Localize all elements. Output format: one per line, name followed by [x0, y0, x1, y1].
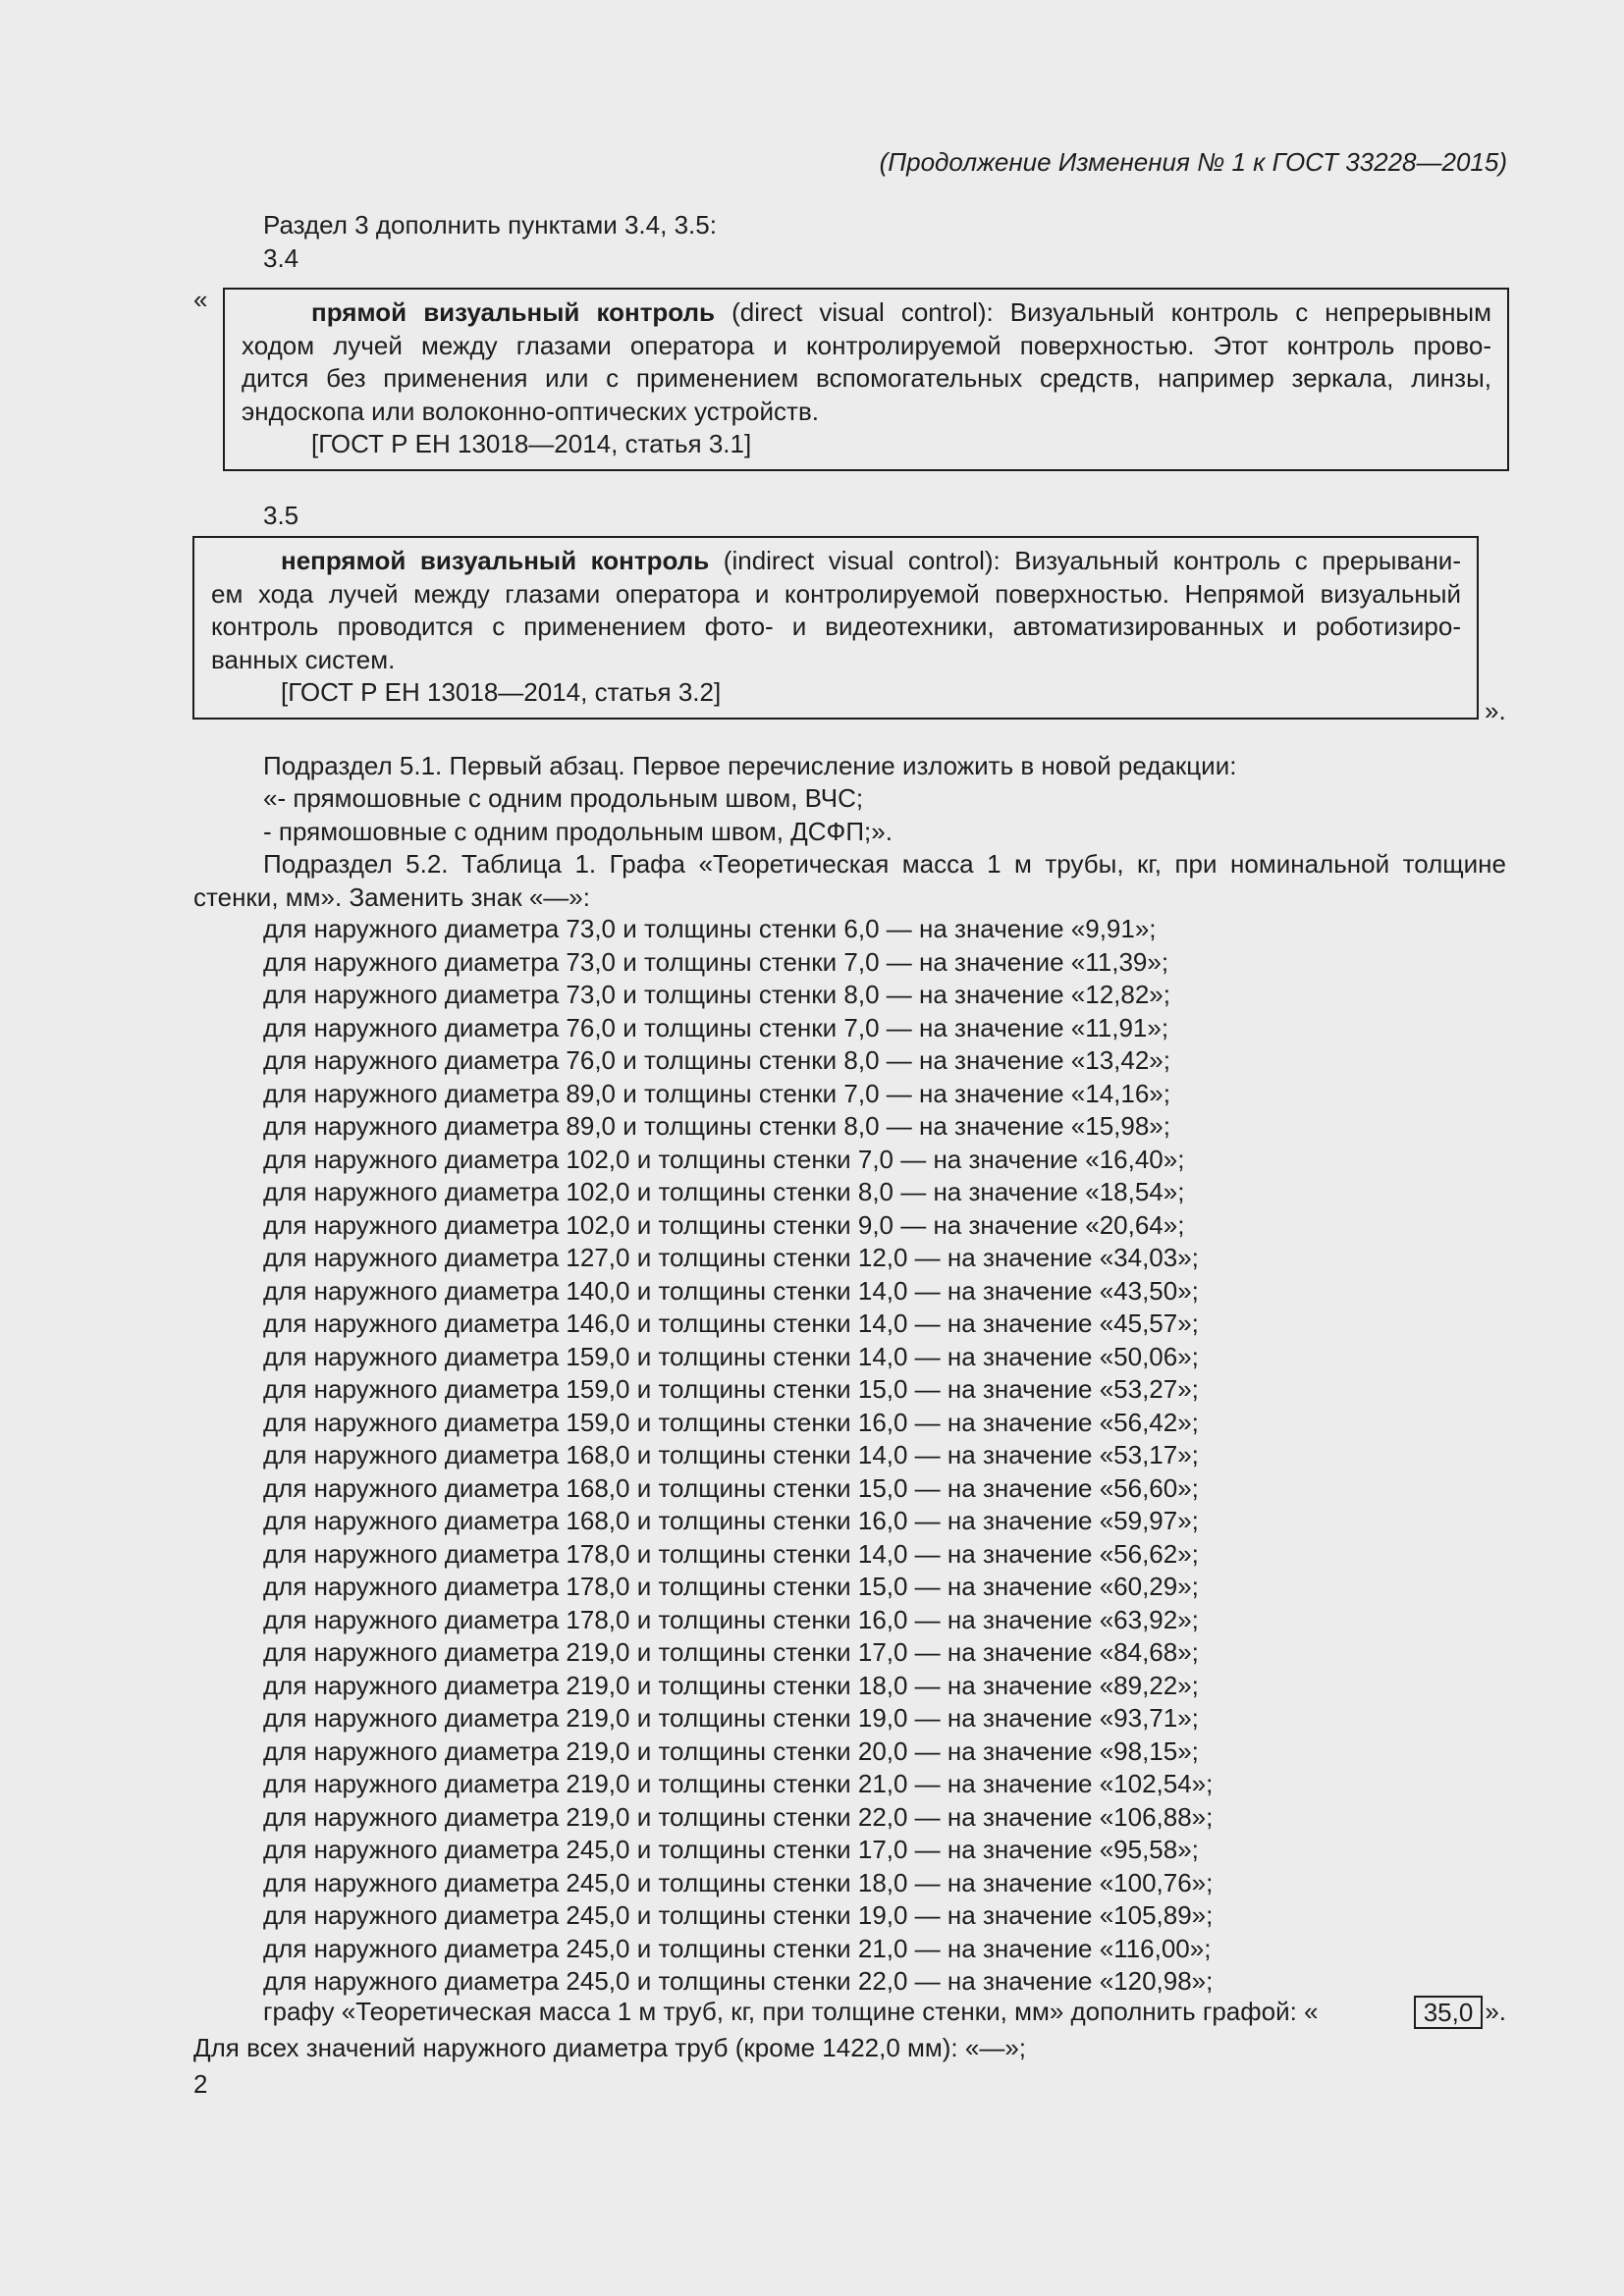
- page-header: (Продолжение Изменения № 1 к ГОСТ 33228—2015): [879, 147, 1507, 177]
- def2-source: [ГОСТ Р ЕН 13018—2014, статья 3.2]: [281, 677, 722, 707]
- list-item: для наружного диаметра 219,0 и толщины стенки 20,0 — на значение «98,15»;: [263, 1735, 1199, 1766]
- list-item: для наружного диаметра 219,0 и толщины стенки 17,0 — на значение «84,68»;: [263, 1637, 1199, 1667]
- def2-line4: ванных систем.: [211, 644, 396, 674]
- def1-source: [ГОСТ Р ЕН 13018—2014, статья 3.1]: [311, 429, 752, 458]
- def2-line1-rest: (indirect visual control): Визуальный контроль с прерывани-: [709, 546, 1461, 575]
- final-line-end: ».: [1485, 1997, 1506, 2027]
- list-item: для наружного диаметра 219,0 и толщины стенки 19,0 — на значение «93,71»;: [263, 1703, 1199, 1733]
- list-item: для наружного диаметра 159,0 и толщины стенки 16,0 — на значение «56,42»;: [263, 1407, 1199, 1437]
- list-item: для наружного диаметра 245,0 и толщины стенки 18,0 — на значение «100,76»;: [263, 1867, 1214, 1897]
- section52-paragraph: [193, 848, 1506, 914]
- item-number-3-4: 3.4: [263, 243, 299, 273]
- def1-line4: эндоскопа или волоконно-оптических устройств.: [242, 396, 819, 426]
- list-item: для наружного диаметра 73,0 и толщины стенки 7,0 — на значение «11,39»;: [263, 946, 1169, 977]
- list-item: для наружного диаметра 168,0 и толщины стенки 16,0 — на значение «59,97»;: [263, 1506, 1199, 1535]
- list-item: для наружного диаметра 245,0 и толщины стенки 22,0 — на значение «120,98»;: [263, 1966, 1214, 1996]
- list-item: для наружного диаметра 178,0 и толщины стенки 16,0 — на значение «63,92»;: [263, 1604, 1199, 1634]
- definition-box-3-4: [223, 288, 1509, 471]
- list-item: для наружного диаметра 219,0 и толщины стенки 21,0 — на значение «102,54»;: [263, 1769, 1214, 1798]
- list-item: для наружного диаметра 219,0 и толщины стенки 18,0 — на значение «89,22»;: [263, 1670, 1199, 1700]
- final-line-text: графу «Теоретическая масса 1 м труб, кг, при толщине стенки, мм» дополнить графой: «: [263, 1997, 1319, 2027]
- definition-box-3-5: [192, 536, 1479, 720]
- list-item: для наружного диаметра 245,0 и толщины стенки 19,0 — на значение «105,89»;: [263, 1900, 1214, 1930]
- def1-line3: дится без применения или с применением вспомогательных средств, например зеркала, линзы,: [242, 363, 1491, 393]
- list-item: для наружного диаметра 146,0 и толщины стенки 14,0 — на значение «45,57»;: [263, 1308, 1199, 1338]
- list-item: для наружного диаметра 73,0 и толщины стенки 8,0 — на значение «12,82»;: [263, 980, 1170, 1009]
- list-item: для наружного диаметра 245,0 и толщины стенки 21,0 — на значение «116,00»;: [263, 1933, 1212, 1963]
- def1-line1-rest: (direct visual control): Визуальный контроль с непрерывным: [715, 297, 1491, 327]
- list-item: для наружного диаметра 168,0 и толщины стенки 15,0 — на значение «56,60»;: [263, 1472, 1199, 1503]
- section52-line2: стенки, мм». Заменить знак «—»:: [193, 881, 590, 912]
- item-number-3-5: 3.5: [263, 501, 299, 530]
- list-item: для наружного диаметра 219,0 и толщины стенки 22,0 — на значение «106,88»;: [263, 1801, 1214, 1832]
- def1-term: прямой визуальный контроль: [311, 297, 716, 327]
- list-item: для наружного диаметра 102,0 и толщины стенки 8,0 — на значение «18,54»;: [263, 1177, 1185, 1206]
- list-item: для наружного диаметра 127,0 и толщины стенки 12,0 — на значение «34,03»;: [263, 1243, 1199, 1272]
- list-item: для наружного диаметра 178,0 и толщины стенки 14,0 — на значение «56,62»;: [263, 1538, 1199, 1569]
- section51-line3: - прямошовные с одним продольным швом, ДСФП;».: [263, 817, 893, 846]
- list-item: для наружного диаметра 159,0 и толщины стенки 14,0 — на значение «50,06»;: [263, 1341, 1199, 1371]
- list-item: для наружного диаметра 73,0 и толщины стенки 6,0 — на значение «9,91»;: [263, 914, 1157, 943]
- def1-line1: [242, 296, 1491, 330]
- list-item: для наружного диаметра 140,0 и толщины стенки 14,0 — на значение «43,50»;: [263, 1275, 1199, 1306]
- def2-line1: [211, 545, 1461, 578]
- def2-term: непрямой визуальный контроль: [281, 546, 710, 575]
- opening-quote: «: [193, 285, 208, 314]
- section52-line1: Подраздел 5.2. Таблица 1. Графа «Теоретическая масса 1 м трубы, кг, при номинальной толщине: [263, 849, 1506, 879]
- list-item: для наружного диаметра 89,0 и толщины стенки 7,0 — на значение «14,16»;: [263, 1078, 1170, 1108]
- page-number: 2: [193, 2069, 208, 2099]
- final-line: [193, 1996, 1506, 2029]
- list-item: для наружного диаметра 168,0 и толщины стенки 14,0 — на значение «53,17»;: [263, 1440, 1199, 1469]
- closing-quote: ».: [1485, 696, 1506, 725]
- def2-line3: контроль проводится с применением фото- и видеотехники, автоматизированных и роботизиро-: [211, 612, 1461, 641]
- list-item: для наружного диаметра 102,0 и толщины стенки 7,0 — на значение «16,40»;: [263, 1144, 1185, 1174]
- final-line-row: [193, 1996, 1506, 2029]
- list-item: для наружного диаметра 89,0 и толщины стенки 8,0 — на значение «15,98»;: [263, 1111, 1170, 1141]
- list-item: для наружного диаметра 178,0 и толщины стенки 15,0 — на значение «60,29»;: [263, 1572, 1199, 1601]
- list-item: для наружного диаметра 159,0 и толщины стенки 15,0 — на значение «53,27»;: [263, 1374, 1199, 1404]
- list-item: для наружного диаметра 76,0 и толщины стенки 7,0 — на значение «11,91»;: [263, 1012, 1169, 1042]
- list-item: для наружного диаметра 76,0 и толщины стенки 8,0 — на значение «13,42»;: [263, 1045, 1170, 1075]
- section51-line1: Подраздел 5.1. Первый абзац. Первое перечисление изложить в новой редакции:: [263, 751, 1237, 780]
- def1-line2: ходом лучей между глазами оператора и контролируемой поверхностью. Этот контроль прово-: [242, 330, 1491, 360]
- list-item: для наружного диаметра 245,0 и толщины стенки 17,0 — на значение «95,58»;: [263, 1835, 1199, 1864]
- section3-intro: Раздел 3 дополнить пунктами 3.4, 3.5:: [263, 210, 717, 240]
- section51-line2: «- прямошовные с одним продольным швом, ВЧС;: [263, 783, 864, 813]
- last-line: Для всех значений наружного диаметра труб (кроме 1422,0 мм): «—»;: [193, 2033, 1027, 2062]
- def2-line2: ем хода лучей между глазами оператора и контролируемой поверхностью. Непрямой визуальный: [211, 578, 1461, 609]
- list-item: для наружного диаметра 102,0 и толщины стенки 9,0 — на значение «20,64»;: [263, 1209, 1185, 1240]
- final-box-value: 35,0: [1414, 1996, 1484, 2029]
